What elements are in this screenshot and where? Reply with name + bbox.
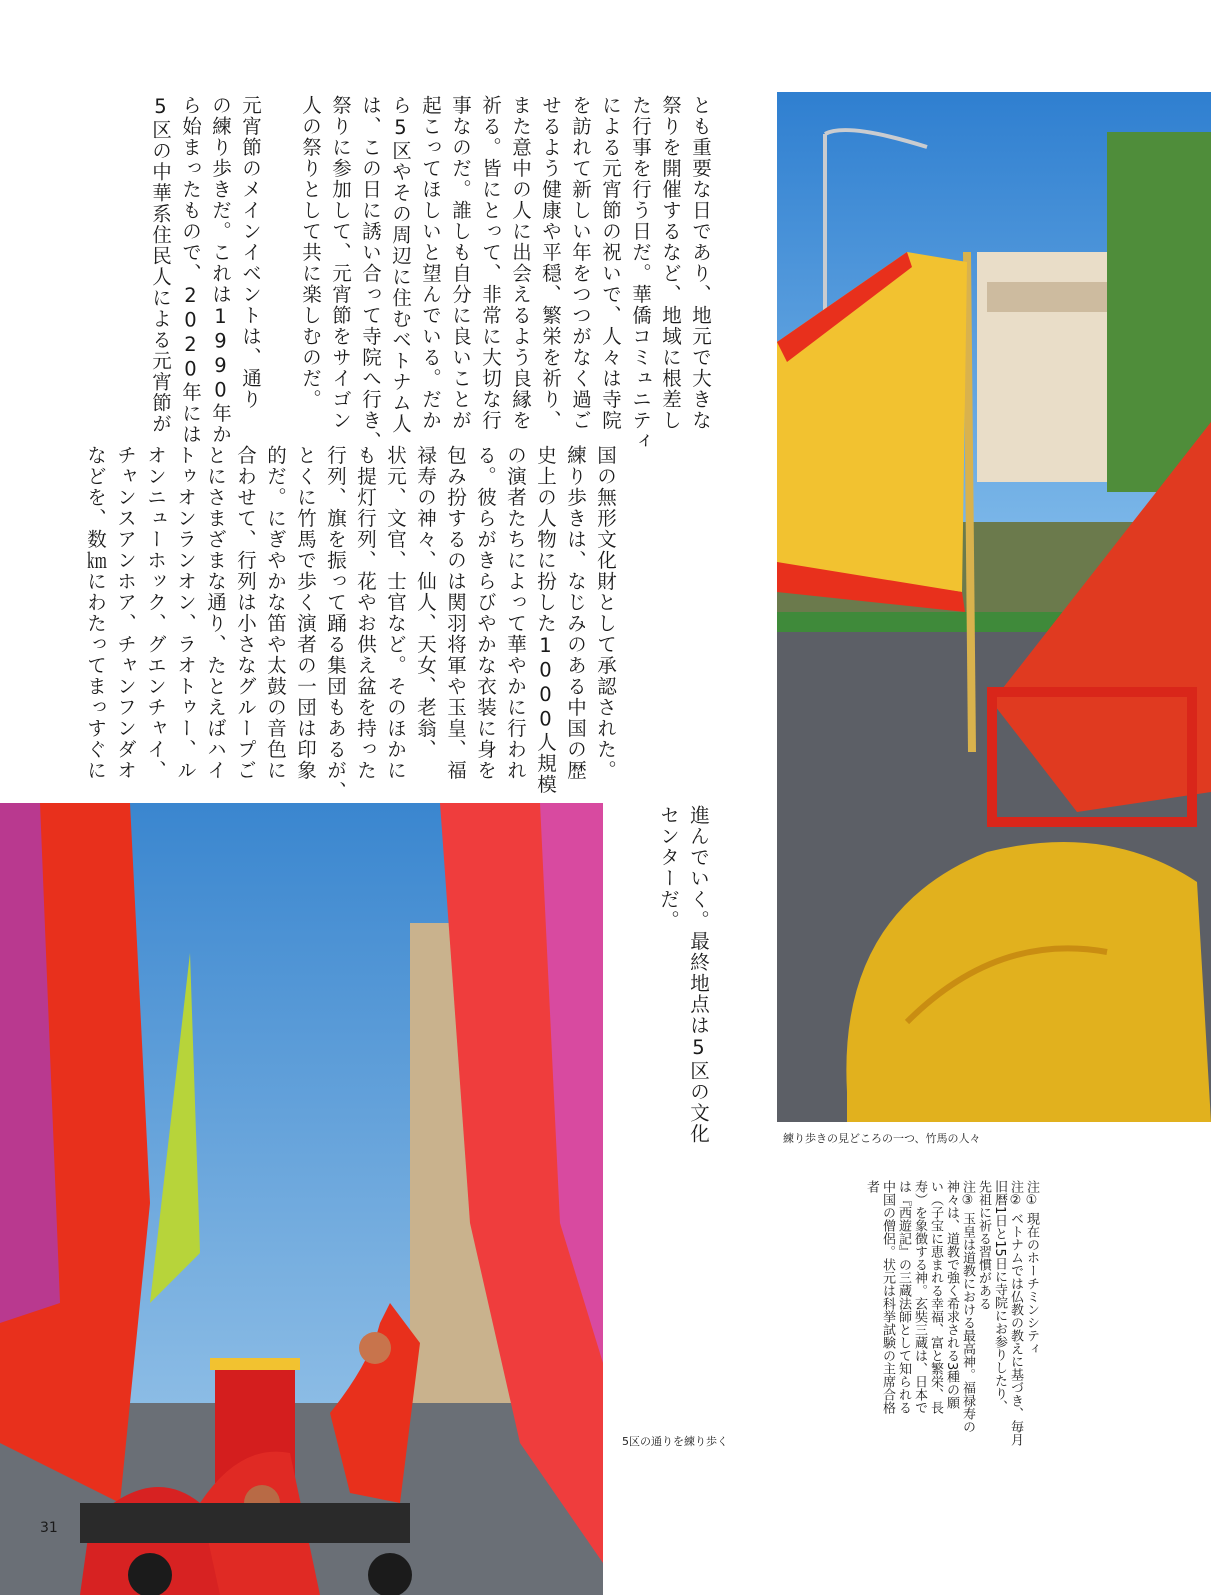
footnotes: 注① 現在のホーチミンシティ 注② ベトナムでは仏教の教えに基づき、毎月 旧暦1日と15日に寺院にお参りしたり、 先祖に祈る習慣がある 注③ 玉皇は道教における最高神。福禄寿の 神々は、道教で強く希求される3種の願 い（子宝に恵まれる幸福、富と繁栄、長 寿）を象徴する神。玄奘三蔵は、日本で は『西遊記』の三蔵法師として知られる 中国の僧侶。状元は科挙試験の主席合格 者 xyxy=(864,1180,1039,1447)
article-column-2: 国の無形文化財として承認された。 練り歩きは、なじみのある中国の歴 史上の人物に扮した1000人規模 の演者たちによって華やかに行われ る。彼らがきらびやかな衣装に身を 包み扮するのは関羽将軍や玉皇、福 禄寿の神々、仙人、天女、老翁、 状元、文官、士官など。そのほかに も提灯行列、花やお供え盆を持った 行列、旗を振って踊る集団もあるが、 とくに竹馬で歩く演者の一団は印象 的だ。にぎやかな笛や太鼓の音色に 合わせて、行列は小さなグループご とにさまざまな通り、たとえばハイ トゥオンランオン、ラオトゥー、ル オンニューホック、グエンチャイ、 チャンスアンホア、チャンフンダオ などを、数㎞にわたってまっすぐに xyxy=(84,445,617,802)
stilt-walkers-illustration xyxy=(777,92,1211,1122)
procession-float-illustration xyxy=(0,803,603,1595)
caption-procession: 5区の通りを練り歩く xyxy=(622,1435,728,1448)
photo-stilt-walkers xyxy=(777,92,1211,1122)
photo-procession-float xyxy=(0,803,603,1595)
article-column-1: とも重要な日であり、地元で大きな 祭りを開催するなど、地域に根差し た行事を行う日だ。華僑コミュニティ による元宵節の祝いで、人々は寺院 を訪れて新しい年をつつがなく過ご せるよう健康や平穏、繁栄を祈り、 また意中の人に出会えるよう良縁を 祈る。皆にとって、非常に大切な行 事なのだ。誰しも自分に良いことが 起こってほしいと望んでいる。だか ら5区やその周辺に住むベトナム人 は、この日に誘い合って寺院へ行き、 祭りに参加して、元宵節をサイゴン 人の祭りとして共に楽しむのだ。 元宵節のメインイベントは、通り の練り歩きだ。これは1990年か ら始まったもので、2020年には 5区の中華系住民人による元宵節が xyxy=(149,95,712,452)
page-number: 31 xyxy=(40,1520,58,1536)
caption-stilt-walkers: 練り歩きの見どころの一つ、竹馬の人々 xyxy=(783,1132,981,1145)
article-column-3: 進んでいく。最終地点は5区の文化 センターだ。 xyxy=(657,805,710,1145)
